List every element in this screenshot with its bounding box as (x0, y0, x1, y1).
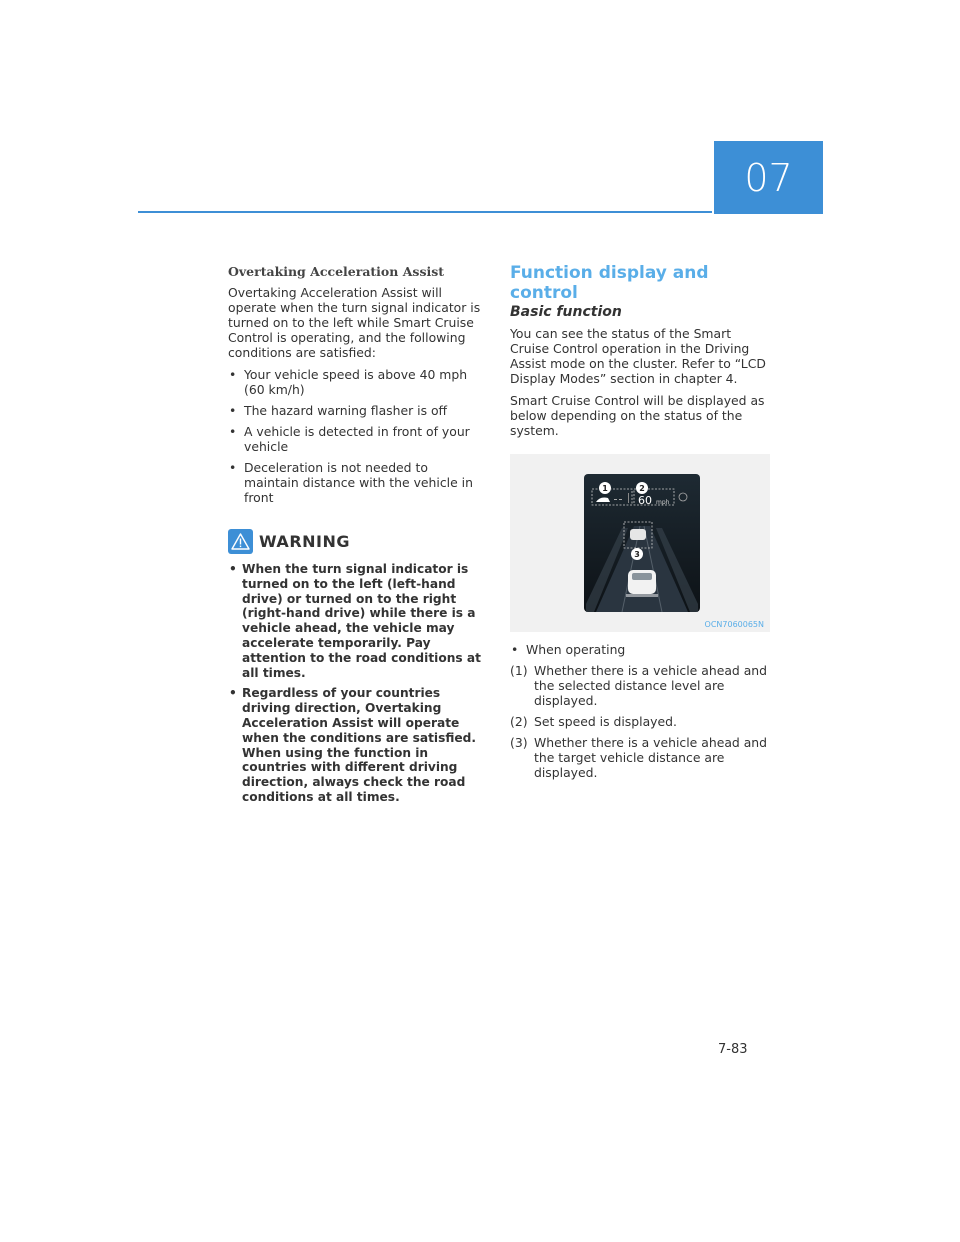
list-item: • Deceleration is not needed to maintain distance with the vehicle in front (228, 460, 486, 505)
list-item: • A vehicle is detected in front of your vehicle (228, 424, 486, 454)
cluster-display-figure (510, 454, 770, 632)
list-item: • The hazard warning flasher is off (228, 403, 486, 418)
marker-2: 2 (639, 484, 645, 493)
page-number: 7-83 (718, 1042, 748, 1057)
warning-header (228, 529, 486, 554)
marker-3: 3 (634, 550, 640, 559)
warning-item: • When the turn signal indicator is turned on to the left (left-hand drive) or turned on to the right (right-hand drive) while there is a vehicle ahead, the vehicle may accelerate temporarily. Pay attention to the road conditions at all times. (228, 562, 486, 680)
warning-list (228, 562, 486, 805)
list-item: • When operating (510, 642, 772, 657)
paragraph-2: Smart Cruise Control will be displayed as below depending on the status of the system. (510, 393, 765, 438)
header-rule (138, 211, 712, 213)
left-column (228, 264, 486, 811)
list-item: • Your vehicle speed is above 40 mph (60 km/h) (228, 367, 486, 397)
numbered-item (510, 663, 772, 708)
numbered-list (510, 663, 772, 780)
item-number: (3) (510, 735, 528, 750)
figure-caption: OCN7060065N (704, 620, 764, 629)
set-speed-value: 60 (638, 494, 652, 507)
marker-1: 1 (602, 484, 608, 493)
warning-triangle-icon (228, 529, 253, 554)
warning-item: • Regardless of your countries driving direction, Overtaking Acceleration Assist will operate when the conditions are satisfied. When using the function in countries with different driving direction, always check the road conditions at all times. (228, 686, 486, 804)
paragraph-1: You can see the status of the Smart Cruise Control operation in the Driving Assist mode on the cluster. Refer to “LCD Display Modes” section in chapter 4. (510, 326, 766, 386)
chapter-tab: 07 (714, 141, 823, 214)
item-number: (1) (510, 663, 528, 678)
status-bullet-list (510, 642, 772, 657)
item-number: (2) (510, 714, 528, 729)
subheading: Overtaking Acceleration Assist (228, 264, 445, 279)
item-text: Whether there is a vehicle ahead and the selected distance level are displayed. (534, 663, 768, 708)
warning-title: WARNING (259, 532, 350, 551)
item-text: Whether there is a vehicle ahead and the target vehicle distance are displayed. (534, 735, 768, 780)
item-text: Set speed is displayed. (534, 714, 677, 729)
section-title: Function display and control (510, 263, 709, 303)
cluster-display-illustration (584, 474, 700, 612)
set-speed-unit: mph (656, 499, 670, 506)
numbered-item (510, 735, 772, 780)
conditions-list (228, 367, 486, 505)
numbered-item (510, 714, 772, 729)
section-subtitle: Basic function (510, 304, 622, 320)
right-column (510, 264, 772, 786)
intro-paragraph: Overtaking Acceleration Assist will operate when the turn signal indicator is turned on to the left while Smart Cruise Control is operating, and the following conditions are satisfied: (228, 285, 481, 360)
